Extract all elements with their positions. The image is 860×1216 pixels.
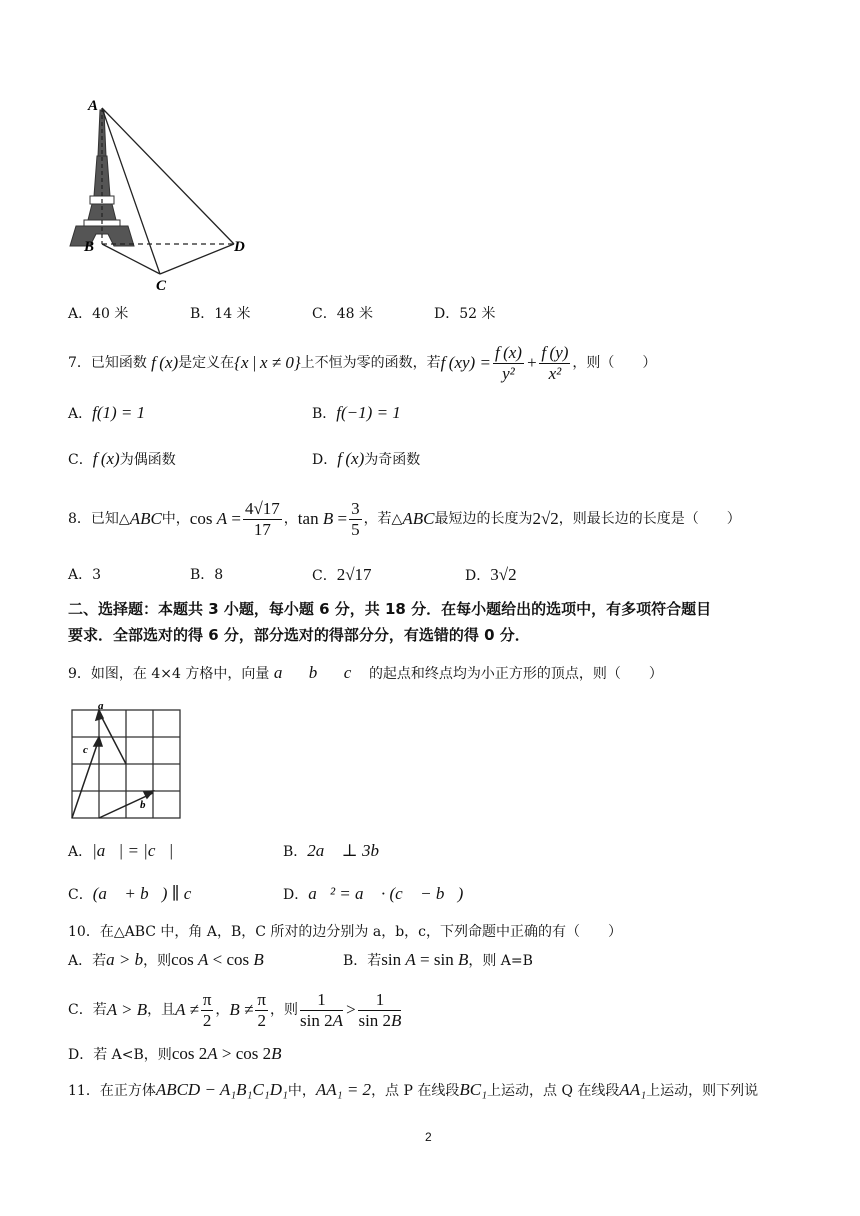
q7-fx: f (x) bbox=[146, 353, 179, 372]
q10-option-b: B．若sin A = sin B，则 A=B bbox=[343, 950, 533, 969]
q8-option-c: C．2√17 bbox=[312, 565, 372, 584]
q8-option-a: A．3 bbox=[68, 567, 102, 583]
grid-label-a: a bbox=[98, 704, 104, 712]
eiffel-tower-figure bbox=[64, 96, 254, 292]
q7-fxy: f (xy) = bbox=[440, 353, 491, 372]
q6-option-c: C．48 米 bbox=[312, 306, 373, 322]
q7-frac-1: $\frac{f (x)}{\text{y²}}$ bbox=[494, 342, 522, 383]
q10-option-c: C．若 A > B ，且 A ≠ $\frac{\pi}{2}$ ， B ≠ $\frac{\pi}{2}$ ，则 $\frac{1}{\sin 2A}$ > $\frac{1}{\sin 2B}$ bbox=[68, 989, 402, 1030]
q7-stem bbox=[68, 338, 656, 388]
q6-option-b: B．14 米 bbox=[190, 306, 251, 322]
q9-option-d: D．a⃗² = a⃗ · (c⃗ − b⃗) bbox=[283, 884, 464, 903]
label-a: A bbox=[88, 98, 99, 114]
q7-end: ，则（ ） bbox=[572, 355, 657, 371]
q11-stem: 11．在正方体ABCD − A₁B₁C₁D₁中，AA₁ = 2，点 P 在线段BC₁上运动，点 Q 在线段AA₁上运动，则下列说 bbox=[68, 1080, 759, 1099]
q7-mid: 是定义在 bbox=[178, 355, 235, 371]
grid-label-b: b bbox=[140, 799, 146, 811]
q8-tan-frac: $\frac{3}{5}$ bbox=[351, 498, 360, 539]
q7-option-a: A．f(1) = 1 bbox=[68, 403, 146, 422]
grid-label-c: c bbox=[83, 744, 88, 756]
q9-stem: 9．如图，在 4×4 方格中，向量 a⃗，b⃗，c⃗ 的起点和终点均为小正方形的顶点，则（ ） bbox=[68, 663, 663, 682]
q7-option-d: D．f (x)为奇函数 bbox=[312, 449, 421, 468]
q9-option-a: A．|a⃗| = |c⃗| bbox=[68, 841, 174, 860]
q9-option-c: C．(a⃗ + b⃗) ∥ c⃗ bbox=[68, 884, 205, 903]
q9-option-b: B．2a⃗ ⊥ 3b⃗ bbox=[283, 841, 393, 860]
label-d: D bbox=[234, 239, 245, 255]
q7-frac-2: $\frac{f (y)}{\text{x²}}$ bbox=[541, 342, 569, 383]
q7-option-b: B．f(−1) = 1 bbox=[312, 403, 401, 422]
grid-vector-figure bbox=[70, 704, 184, 820]
q7-domain: {x | x ≠ 0} bbox=[234, 353, 301, 372]
vector-a bbox=[99, 712, 126, 764]
label-c: C bbox=[156, 278, 167, 292]
q10-option-a: A．若a > b，则cos A < cos B bbox=[68, 950, 264, 969]
q7-plus: + bbox=[525, 353, 538, 372]
q6-option-d: D．52 米 bbox=[434, 306, 496, 322]
q8-option-b: B．8 bbox=[190, 567, 224, 583]
q8-stem: 8．已知△ ABC 中， cos A = $\frac{4√17}{17}$ ， tan B = $\frac{3}{5}$ ，若△ ABC 最短边的长度为 2√2 ，则最长边的长度是（ ） bbox=[68, 498, 741, 539]
q8-cos-frac: $\frac{4√17}{17}$ bbox=[244, 498, 280, 539]
q7-mid2: 上不恒为零的函数，若 bbox=[300, 355, 441, 371]
q10-option-d: D．若 A<B，则cos 2A > cos 2B bbox=[68, 1044, 282, 1063]
q8-option-d: D．3√2 bbox=[465, 565, 517, 584]
q10-stem: 10．在△ABC 中，角 A，B，C 所对的边分别为 a，b，c，下列命题中正确的有（ ） bbox=[68, 924, 623, 940]
page-number: 2 bbox=[425, 1130, 432, 1144]
q7-opt-a-math: f(1) = 1 bbox=[92, 403, 146, 422]
label-b: B bbox=[84, 239, 95, 255]
section-2-line-1: 二、选择题：本题共 3 小题，每小题 6 分，共 18 分．在每小题给出的选项中，有多项符合题目 bbox=[68, 600, 712, 618]
q7-option-c: C．f (x)为偶函数 bbox=[68, 449, 176, 468]
q7-prefix: 7．已知函数 bbox=[68, 355, 147, 371]
section-2-line-2: 要求．全部选对的得 6 分，部分选对的得部分分，有选错的得 0 分． bbox=[68, 626, 530, 644]
q7-opt-b-math: f(−1) = 1 bbox=[336, 403, 401, 422]
q6-option-a: A．40 米 bbox=[68, 306, 129, 322]
